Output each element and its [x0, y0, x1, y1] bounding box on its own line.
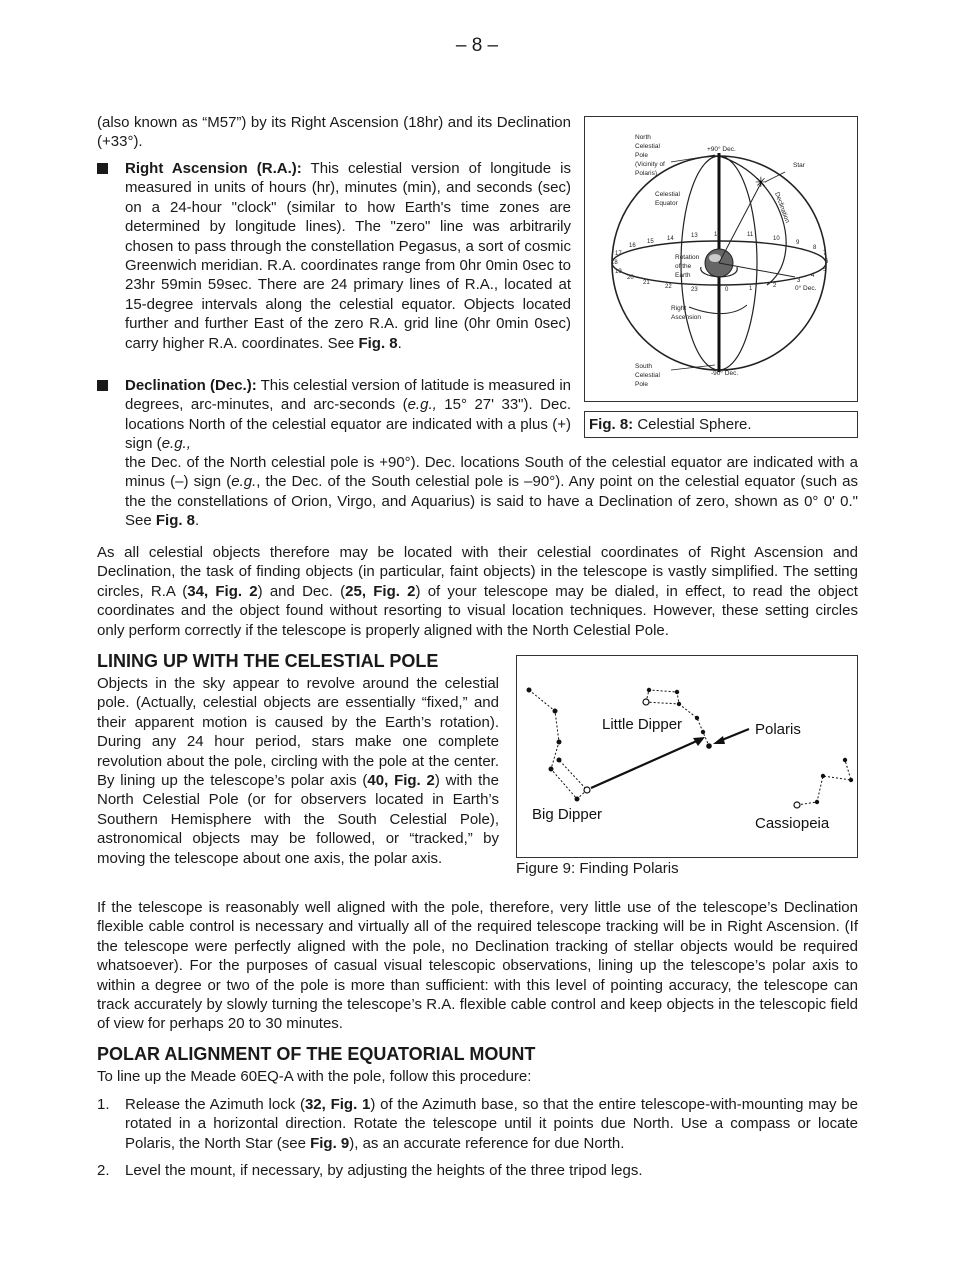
dec-bullet-text-mid [125, 434, 571, 453]
step1-ref-1: 32, Fig. 1 [304, 1096, 371, 1113]
intro-paragraph: (also known as “M57”) by its Right Ascension (18hr) and its Declination (+33°). [97, 114, 571, 151]
dec-fig-ref: Fig. 8 [155, 512, 196, 530]
step-2-number: 2. [97, 1162, 110, 1179]
setting-t3: ) of your telescope may be dialed, in effect, to read the object coordinates and the object found without resorting to visual location techniques. However, these setting circles only perform correctly if the telescope is properly aligned with the North Celestial Pole. [97, 582, 858, 639]
step1-t1: Release the Azimuth lock ( [125, 1096, 305, 1113]
polar-alignment-intro: To line up the Meade 60EQ-A with the pole, follow this procedure: [97, 1068, 532, 1085]
hour-label: 21 [643, 280, 650, 286]
hour-label: 19 [615, 269, 622, 275]
label-ncp-3: Pole [635, 152, 649, 159]
hour-label: 17 [615, 251, 622, 257]
label-ncp-2: Celestial [635, 143, 660, 150]
label-scp-2: Celestial [635, 372, 660, 379]
dec-eg2: e.g., [161, 435, 191, 453]
little-dipper-open-star [643, 699, 649, 705]
hour-label: 1 [749, 286, 753, 292]
label-star: Star [793, 162, 805, 169]
polaris-label-arrow-head-icon [713, 736, 725, 744]
section-heading-polar-alignment: POLAR ALIGNMENT OF THE EQUATORIAL MOUNT [97, 1044, 536, 1064]
hour-label: 16 [629, 243, 636, 249]
hour-label: 22 [665, 284, 672, 290]
cassiopeia-open-star [794, 802, 800, 808]
setting-t1: As all celestial objects therefore may be located with their celestial coordinates of Right Ascension and Declination, the task of finding objects (in particular, faint objects) in the telescope is vastly simplified. The setting circles, R.A ( [97, 544, 858, 600]
ra-bullet-text [125, 159, 571, 353]
label-ncp-4: (Vicinity of [635, 161, 665, 168]
section-heading-lining-up: LINING UP WITH THE CELESTIAL POLE [97, 651, 439, 671]
figure-8-celestial-sphere [584, 116, 858, 402]
label-ncp-1: North [635, 134, 651, 141]
figure-9-caption: Figure 9: Finding Polaris [516, 860, 679, 877]
step1-t3: ), as an accurate reference for due North. [349, 1134, 625, 1152]
hour-label: 18 [611, 260, 618, 266]
hour-label: 12 [714, 232, 721, 238]
hour-label: 11 [747, 232, 754, 238]
label-minus-90-dec: -90° Dec. [711, 370, 739, 377]
hour-label: 5 [823, 267, 827, 273]
procedure-step-2 [97, 1161, 858, 1180]
label-ra-2: Ascension [671, 314, 701, 321]
hour-label: 2 [773, 283, 777, 289]
cassiopeia-lines [797, 760, 851, 805]
lining-t2: ) with the North Celestial Pole (or for observers located in Earth’s Southern Hemisphere with the South Celestial Pole), astronomical objects may be followed, or “tracked,” by moving the telescope about one axis, the polar axis. [97, 772, 499, 867]
label-little-dipper: Little Dipper [602, 716, 683, 733]
setting-ref-1: 34, Fig. 2 [187, 582, 258, 600]
label-rotation-2: of the [675, 263, 692, 270]
hour-label: 3 [797, 278, 801, 284]
lining-up-paragraph [97, 674, 499, 868]
ra-term: Right Ascension (R.A.): [125, 160, 302, 177]
figure-8-caption [584, 411, 858, 438]
hour-label: 14 [667, 236, 674, 242]
hour-label: 13 [691, 233, 698, 239]
label-ncp-5: Polaris) [635, 170, 658, 177]
celestial-sphere-diagram [585, 117, 857, 401]
lining-ref: 40, Fig. 2 [367, 772, 435, 790]
earth-highlight [709, 254, 721, 262]
hour-label: 9 [796, 240, 800, 246]
fig8-caption-text: Celestial Sphere. [633, 416, 752, 433]
hour-label: 8 [813, 245, 817, 251]
hour-label: 10 [773, 236, 780, 242]
label-polaris: Polaris [755, 721, 801, 738]
procedure-step-1 [97, 1095, 858, 1153]
label-zero-dec: 0° Dec. [795, 285, 817, 292]
label-scp-1: South [635, 363, 652, 370]
hour-label: 0 [725, 287, 729, 293]
pointer-arrow-line [591, 740, 699, 788]
label-plus-90-dec: +90° Dec. [707, 146, 736, 153]
label-rotation-3: Earth [675, 272, 691, 279]
step-1-text [125, 1095, 858, 1153]
ra-end: . [397, 334, 402, 352]
tracking-paragraph: If the telescope is reasonably well aligned with the pole, therefore, very little use of the telescope’s Declination flexible cable control is necessary and virtually all of the required telescope tracking will be in Right Ascension. (If the telescope were perfectly aligned with the pole, no Declination tracking of stellar objects would be required whatsoever). For the purposes of casual visual telescopic observations, lining up the telescope’s polar axis to within a degree or two of the pole is more than sufficient: with this level of pointing accuracy, the telescope can track accurately by slowly turning the telescope’s R.A. flexible cable control and keep objects in the telescopic field of view for perhaps 20 to 30 minutes. [97, 899, 858, 1033]
hour-label: 6 [825, 259, 829, 265]
dec-t4: , the Dec. of the South celestial pole is –90°). Any point on the celestial equator (such as the the constellations of Orion, Virgo, and Aquarius) is said to have a Declination of zero, shown as 0° 0' 0." See [125, 473, 859, 530]
ra-fig-ref: Fig. 8 [358, 334, 398, 352]
dec-bullet-text-bottom [125, 453, 858, 531]
dec-eg3: e.g. [231, 473, 257, 491]
setting-t2: ) and Dec. ( [257, 582, 346, 600]
star-marker-icon: ✳ [755, 174, 767, 190]
figure-9-finding-polaris [516, 655, 858, 858]
polaris-star-map [517, 656, 857, 857]
setting-circles-paragraph [97, 543, 858, 640]
page-number: – 8 – [455, 35, 499, 56]
label-equator-2: Equator [655, 200, 678, 207]
label-ra-1: Right [671, 305, 687, 312]
hour-label: 15 [647, 239, 654, 245]
label-big-dipper: Big Dipper [532, 806, 603, 823]
dec-t3: the Dec. of the North celestial pole is +90°). Dec. locations South of the celestial equator are indicated with a minus (–) sign ( [125, 454, 858, 491]
dec-term: Declination (Dec.): [125, 377, 257, 394]
label-equator-1: Celestial [655, 191, 680, 198]
label-rotation-1: Rotation [675, 254, 700, 261]
label-scp-3: Pole [635, 381, 649, 388]
hour-label: 23 [691, 287, 698, 293]
lining-t1: Objects in the sky appear to revolve around the celestial pole. (Actually, celestial objects are essentially “fixed,” and their apparent motion is caused by the Earth’s rotation). During any 24 hour period, stars make one complete revolution about the pole, circling with the pole at the center. By lining up the telescope’s polar axis ( [97, 675, 499, 790]
big-dipper-stars [527, 688, 580, 802]
step1-ref-2: Fig. 9 [310, 1134, 350, 1152]
step-2-text: Level the mount, if necessary, by adjusting the heights of the three tripod legs. [125, 1162, 643, 1179]
step1-t2: ) of the Azimuth base, so that the entire telescope-with-mounting may be rotated in a horizontal direction. Rotate the telescope until it points due North. Use a compass or locate Polaris, the North Star (see [125, 1096, 858, 1152]
dec-t1: This celestial version of latitude is measured in degrees, arc-minutes, and arc-seconds ( [125, 377, 571, 414]
dec-eg1: e.g., [407, 396, 437, 414]
dec-end: . [195, 512, 200, 530]
dec-t2: 15° 27' 33"). Dec. locations North of the celestial equator are indicated with a plus (+) sign ( [125, 396, 571, 453]
bullet-square-icon [97, 380, 108, 391]
label-cassiopeia: Cassiopeia [755, 815, 830, 832]
hour-label: 20 [627, 275, 634, 281]
label-declination: Declination [773, 191, 791, 224]
fig8-caption-bold: Fig. 8: [589, 416, 634, 433]
bullet-square-icon [97, 163, 108, 174]
setting-ref-2: 25, Fig. 2 [345, 582, 416, 600]
step-1-number: 1. [97, 1096, 110, 1113]
big-dipper-pointer-star [584, 787, 590, 793]
hour-label: 7 [823, 251, 827, 257]
cassiopeia-stars [815, 758, 853, 804]
ra-body: This celestial version of longitude is measured in units of hours (hr), minutes (min), and seconds (sec) on a 24-hour "clock" (similar to how Earth's time zones are determined by longitude lines). The "zero" line was arbitrarily chosen to pass through the constellation Pegasus, a sort of cosmic Greenwich meridian. R.A. coordinates range from 0hr 0min 0sec to 23hr 59min 59sec. There are 24 primary lines of R.A., located at 15-degree intervals along the celestial equator. Objects located further and further East of the zero R.A. grid line (0hr 0min 0sec) carry higher R.A. coordinates. See [125, 160, 571, 352]
hour-label: 4 [811, 273, 815, 279]
big-dipper-lines [529, 690, 587, 799]
